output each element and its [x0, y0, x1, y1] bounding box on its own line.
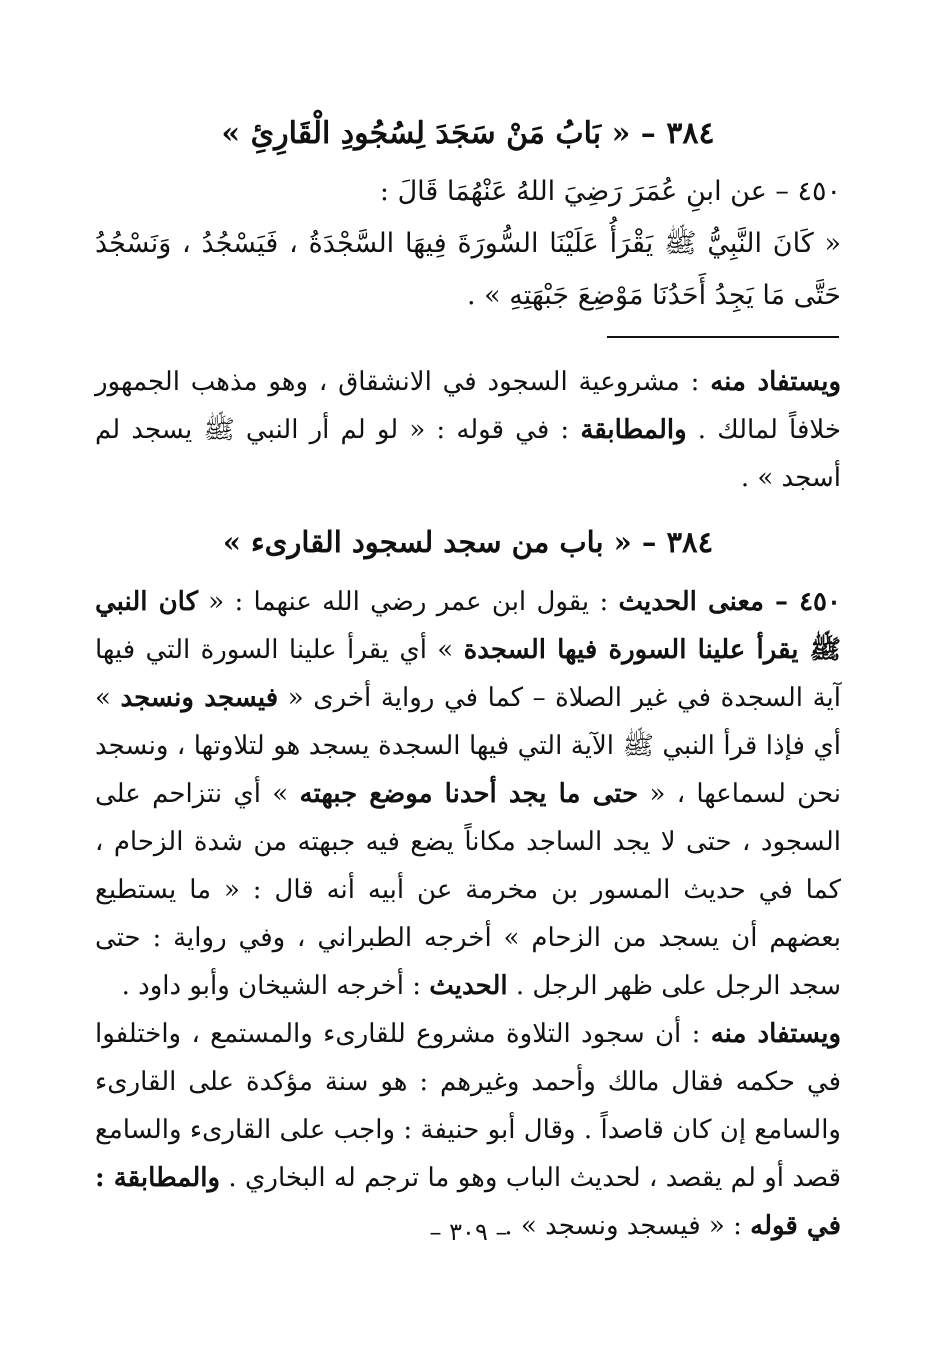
page-body [95, 112, 841, 1250]
meaning-text-4: » أي نتزاحم على السجود ، حتى لا يجد الساجد مكاناً يضع فيه جبهته من شدة الزحام ، كما في حديث المسور بن مخرمة عن أبيه أنه قال : « ما يستطيع بعضهم أن يسجد من الزحام » أخرجه الطبراني ، وفي رواية : حتى سجد الرجل على ظهر الرجل . [95, 779, 841, 1001]
meaning-text-1: : يقول ابن عمر رضي الله عنهما : « [197, 587, 619, 617]
meaning-text-5: : أخرجه الشيخان وأبو داود . [121, 971, 430, 1001]
page-number: – ٣٠٩ – [429, 1218, 508, 1246]
meaning-lead: ٤٥٠ – معنى الحديث [618, 587, 841, 617]
meaning-hadith-label: الحديث [429, 971, 508, 1001]
meaning-text-3: » أي فإذا قرأ النبي ﷺ الآية التي فيها السجدة يسجد هو لتلاوتها ، ونسجد نحن لسماعها ، « [95, 683, 841, 809]
benefit-lead: ويستفاد منه [710, 367, 841, 397]
hadith-text: « كَانَ النَّبِيُّ ﷺ يَقْرَأُ عَلَيْنَا السُّورَةَ فِيهَا السَّجْدَةُ ، فَيَسْجُدُ ، وَنَسْجُدُ حَتَّى مَا يَجِدُ أَحَدُنَا مَوْضِعَ جَبْهَتِهِ » . [95, 228, 841, 311]
commentary-heading: ٣٨٤ – « باب من سجد لسجود القارىء » [222, 525, 714, 559]
match-label: والمطابقة [580, 415, 687, 445]
meaning-quote-3: حتى ما يجد أحدنا موضع جبهته [299, 779, 639, 809]
benefit2-lead: ويستفاد منه [710, 1019, 841, 1049]
meaning-quote-2: فيسجد ونسجد [120, 683, 279, 713]
hadith-intro: ٤٥٠ – عن ابنِ عُمَرَ رَضِيَ اللهُ عَنْهُمَا قَالَ : [379, 176, 841, 207]
benefit2-text: : أن سجود التلاوة مشروع للقارىء والمستمع ، واختلفوا في حكمه فقال مالك وأحمد وغيرهم : هو سنة مؤكدة على القارىء والسامع إن كان قاصداً . وقال أبو حنيفة : واجب على القارىء والسامع قصد أو لم يقصد ، لحديث الباب وهو ما ترجم له البخاري . [95, 1019, 841, 1193]
benefit-paragraph [95, 358, 841, 502]
section-heading: ٣٨٤ – « بَابُ مَنْ سَجَدَ لِسُجُودِ الْقَارِئِ » [221, 116, 715, 151]
footnote-divider [607, 336, 839, 338]
match-text: : في قوله : « لو لم أر النبي ﷺ يسجد لم أسجد » . [95, 415, 841, 493]
match2-text: : « فيسجد ونسجد » . [504, 1211, 751, 1241]
meaning-quote-1: كان النبي ﷺ يقرأ علينا السورة فيها السجدة [95, 587, 841, 665]
benefit-text: : مشروعية السجود في الانشقاق ، وهو مذهب الجمهور خلافاً لمالك . [95, 367, 841, 445]
meaning-paragraph [95, 578, 841, 1010]
meaning-text-2: » أي يقرأ علينا السورة التي فيها آية السجدة في غير الصلاة – كما في رواية أخرى « [95, 635, 842, 713]
match2-label: والمطابقة : في قوله [95, 1163, 841, 1241]
benefit-paragraph-2 [95, 1010, 841, 1250]
